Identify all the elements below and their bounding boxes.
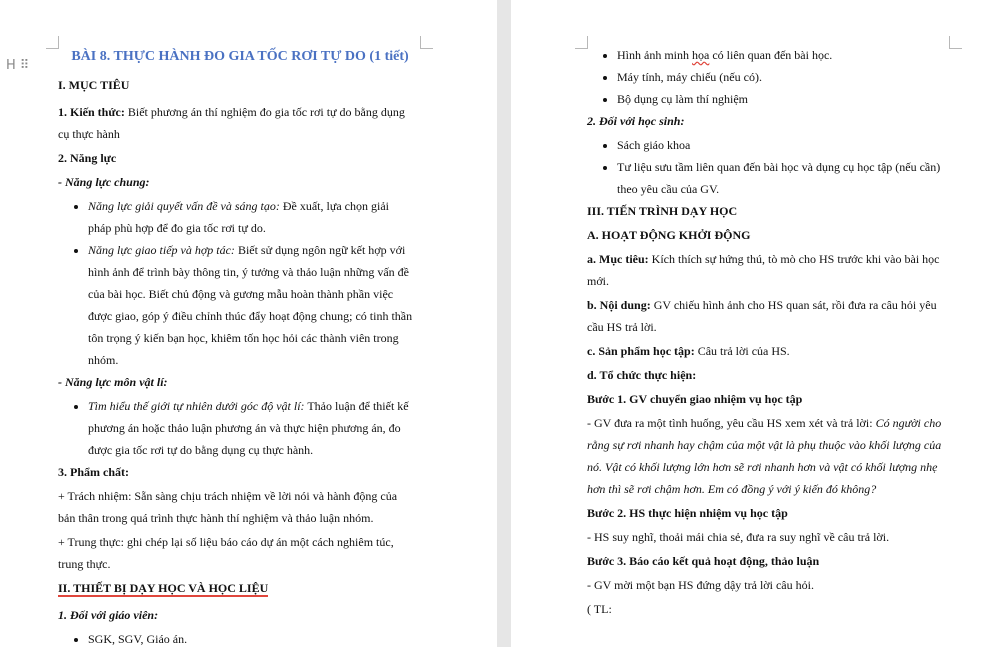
item-text: Biết sử dụng ngôn ngữ kết hợp với hình ảnh để trình bày thông tin, ý tưởng và thảo luận những vấn đề của bài học. Biết chủ động và gương mẫu hoàn thành phần việc được giao, góp ý điều chỉnh thúc đẩy hoạt động chung; có tinh thần tôn trọng ý kiến bạn học, khiêm tốn học hỏi các thành viên trong nhóm. [88, 243, 413, 367]
heading-style-icon: H [6, 58, 16, 73]
list-item[interactable] [88, 239, 414, 371]
list-item[interactable]: • SGK, SGV, Giáo án. [88, 628, 414, 647]
objective-text: Kích thích sự hứng thú, tò mò cho HS trước khi vào bài học mới. [587, 252, 940, 288]
content-label: b. Nội dung: [587, 298, 651, 312]
page-content-right [587, 44, 949, 622]
section-heading-process[interactable]: III. TIẾN TRÌNH DẠY HỌC [587, 204, 738, 218]
teacher-heading[interactable]: 1. Đối với giáo viên: [58, 608, 159, 622]
paragraph-handle[interactable] [6, 58, 33, 73]
page-content-left [58, 44, 414, 647]
step3-paragraph[interactable]: - GV mời một bạn HS đứng dậy trả lời câu hỏi. [587, 578, 814, 592]
content-paragraph[interactable] [587, 294, 949, 338]
quality-honesty[interactable]: + Trung thực: ghi chép lại số liệu báo cáo dự án một cách nghiêm túc, trung thực. [58, 535, 394, 571]
list-item[interactable]: • Bộ dụng cụ làm thí nghiệm [617, 88, 949, 110]
item-label: Năng lực giao tiếp và hợp tác: [88, 243, 235, 257]
margin-corner-top-right [420, 36, 433, 49]
student-heading[interactable]: 2. Đối với học sinh: [587, 114, 685, 128]
step1-paragraph[interactable] [587, 412, 949, 500]
teacher-list [58, 628, 414, 647]
qualities-heading[interactable]: 3. Phẩm chất: [58, 465, 129, 479]
document-page-right [511, 0, 1000, 647]
equipment-heading-text: II. THIẾT BỊ DẠY HỌC VÀ HỌC LIỆU [58, 581, 269, 595]
item-text: Hình ảnh minh [617, 48, 692, 62]
physics-competence-label[interactable]: - Năng lực môn vật lí: [58, 375, 168, 389]
activity-a-heading[interactable]: A. HOẠT ĐỘNG KHỞI ĐỘNG [587, 228, 751, 242]
item-label: Tìm hiểu thế giới tự nhiên dưới góc độ vật lí: [88, 399, 305, 413]
organization-label[interactable]: d. Tổ chức thực hiện: [587, 368, 697, 382]
physics-competence-list [58, 395, 414, 461]
list-item[interactable] [88, 395, 414, 461]
list-item[interactable]: • Sách giáo khoa [617, 134, 949, 156]
product-label: c. Sản phẩm học tập: [587, 344, 695, 358]
product-paragraph[interactable] [587, 340, 949, 362]
item-text: có liên quan đến bài học. [709, 48, 833, 62]
quality-responsibility[interactable]: + Trách nhiệm: Sẵn sàng chịu trách nhiệm về lời nói và hành động của bản thân trong quá trình thực hành thí nghiệm và thảo luận nhóm. [58, 489, 398, 525]
competence-heading[interactable]: 2. Năng lực [58, 151, 117, 165]
item-label: Năng lực giải quyết vấn đề và sáng tạo: [88, 199, 280, 213]
answer-paragraph[interactable]: ( TL: [587, 602, 612, 616]
step3-heading[interactable]: Bước 3. Báo cáo kết quả hoạt động, thảo luận [587, 554, 820, 568]
list-item[interactable] [88, 195, 414, 239]
item-text: Thảo luận để thiết kế phương án hoặc thảo luận phương án và thực hiện phương án, đo được gia tốc rơi tự do bằng dụng cụ thực hành. [88, 399, 409, 457]
item-text: Đề xuất, lựa chọn giải pháp phù hợp để đo gia tốc rơi tự do. [88, 199, 389, 235]
general-competence-label[interactable]: - Năng lực chung: [58, 175, 150, 189]
product-text: Câu trả lời của HS. [694, 344, 790, 358]
spelling-error[interactable]: họa [692, 48, 710, 62]
teacher-list-continued [587, 44, 949, 110]
lesson-title[interactable]: BÀI 8. THỰC HÀNH ĐO GIA TỐC RƠI TỰ DO (1 tiết) [71, 49, 409, 64]
list-item[interactable] [617, 44, 949, 66]
step1-heading[interactable]: Bước 1. GV chuyển giao nhiệm vụ học tập [587, 392, 803, 406]
general-competence-list [58, 195, 414, 371]
objective-paragraph[interactable] [587, 248, 949, 292]
drag-handle-icon: ⠿ [19, 58, 30, 73]
section-heading-objectives[interactable]: I. MỤC TIÊU [58, 78, 130, 92]
section-heading-equipment[interactable] [58, 577, 414, 599]
document-page-left [0, 0, 497, 647]
student-list [587, 134, 949, 200]
step1-text: - GV đưa ra một tình huống, yêu cầu HS xem xét và trả lời: [587, 416, 876, 430]
knowledge-text: Biết phương án thí nghiệm đo gia tốc rơi tự do bằng dụng cụ thực hành [58, 105, 405, 141]
margin-corner-top-right [949, 36, 962, 49]
knowledge-label: 1. Kiến thức: [58, 105, 125, 119]
step2-paragraph[interactable]: - HS suy nghĩ, thoải mái chia sẻ, đưa ra suy nghĩ về câu trả lời. [587, 530, 890, 544]
objective-label: a. Mục tiêu: [587, 252, 649, 266]
step1-question: Có người cho rằng sự rơi nhanh hay chậm của một vật là phụ thuộc vào khối lượng của nó. Vật có khối lượng lớn hơn sẽ rơi nhanh hơn và vật có khối lượng nhẹ hơn thì sẽ rơi chậm hơn. Em có đồng ý với ý kiến đó không? [587, 416, 942, 496]
content-text: GV chiếu hình ảnh cho HS quan sát, rồi đưa ra câu hỏi yêu cầu HS trả lời. [587, 298, 937, 334]
knowledge-paragraph[interactable] [58, 101, 414, 145]
list-item[interactable]: • Máy tính, máy chiếu (nếu có). [617, 66, 949, 88]
list-item[interactable]: • Tư liệu sưu tầm liên quan đến bài học và dụng cụ học tập (nếu cần) theo yêu cầu của GV. [617, 156, 949, 200]
step2-heading[interactable]: Bước 2. HS thực hiện nhiệm vụ học tập [587, 506, 788, 520]
